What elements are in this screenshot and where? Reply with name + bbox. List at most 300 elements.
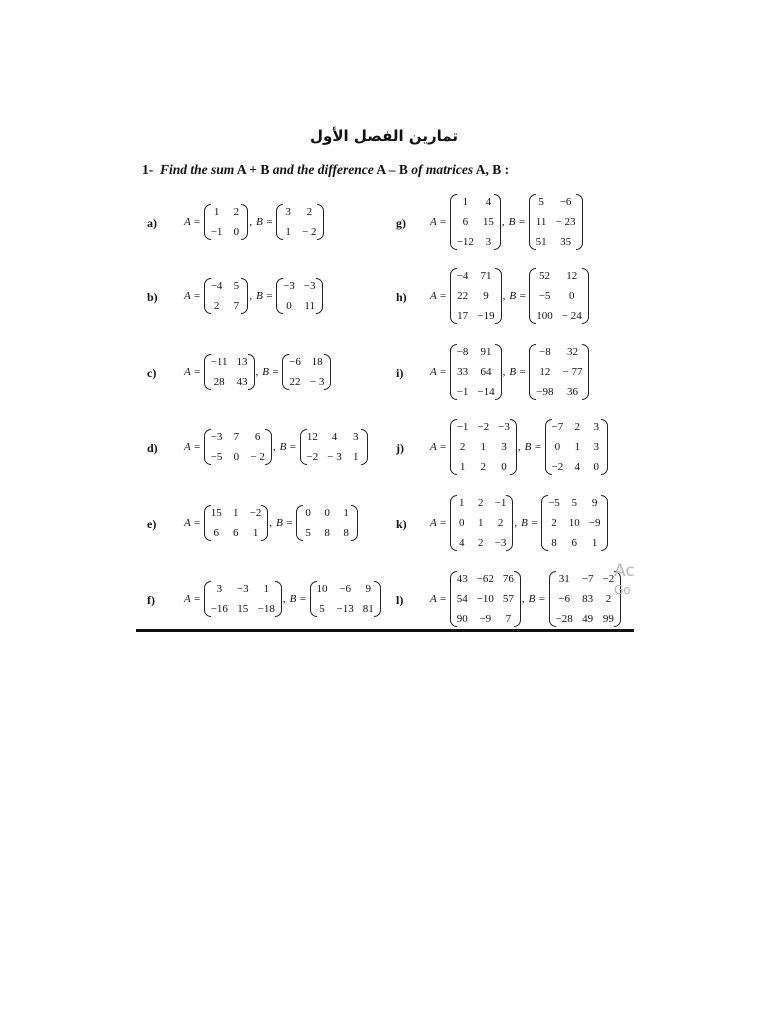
matrix-cell: 1 [458, 497, 465, 509]
matrix-cell: −2 [477, 421, 490, 433]
matrix-cell: 11 [535, 216, 547, 228]
bracket-right [495, 268, 502, 324]
matrix-cell: 8 [343, 527, 349, 539]
bracket-left [204, 581, 211, 617]
label-g: g) [396, 216, 406, 230]
matrix-cell: 9 [365, 583, 371, 595]
matrix-cell: −1 [494, 497, 507, 509]
matrix-cell: 1 [591, 537, 598, 549]
matrix-cell: 1 [285, 226, 291, 238]
matrix-cell: 8 [551, 537, 557, 549]
problem-f [184, 563, 381, 635]
b-equals: B = [279, 441, 297, 453]
matrix-cell: 91 [480, 346, 492, 358]
question-number: 1- [142, 162, 154, 177]
matrix-cell: 4 [574, 461, 580, 473]
matrix-grid [211, 278, 242, 314]
problem-i [430, 336, 589, 408]
matrix-grid [552, 419, 602, 475]
matrix-cell: 2 [233, 206, 240, 218]
matrix-cell: 3 [485, 236, 492, 248]
bracket-left [276, 204, 283, 240]
matrix-grid [211, 581, 275, 617]
comma: , [502, 366, 506, 378]
matrix-grid [536, 194, 576, 250]
bracket-right [241, 278, 248, 314]
matrix-b [529, 268, 588, 324]
matrix-grid [536, 344, 582, 400]
matrix-b [549, 571, 622, 627]
matrix-cell: 10 [316, 583, 328, 595]
matrix-cell: 35 [560, 236, 572, 248]
matrix-cell: −6 [558, 593, 571, 605]
matrix-cell: − 2 [302, 226, 317, 238]
matrix-grid [548, 495, 600, 551]
matrix-cell: 5 [305, 527, 311, 539]
matrix-cell: 3 [352, 431, 359, 443]
question-text-1: Find the sum [160, 162, 235, 177]
a-equals: A = [430, 290, 447, 302]
matrix-cell: 54 [456, 593, 468, 605]
label-b: b) [147, 290, 158, 304]
matrix-grid [283, 204, 316, 240]
comma: , [249, 216, 253, 228]
matrix-cell: −3 [498, 421, 510, 433]
matrix-cell: −11 [210, 356, 228, 368]
b-equals: B = [256, 290, 274, 302]
b-equals: B = [256, 216, 274, 228]
matrix-cell: 0 [233, 226, 240, 238]
matrix-cell: 9 [483, 290, 489, 302]
matrix-grid [556, 571, 615, 627]
matrix-cell: −16 [210, 603, 228, 615]
matrix-a [450, 344, 502, 400]
bracket-right [582, 268, 589, 324]
matrix-cell: −2 [602, 573, 615, 585]
question-text-5: of matrices [411, 162, 474, 177]
bracket-left [450, 194, 457, 250]
question-text-2: A + B [236, 162, 270, 177]
matrix-cell: 3 [216, 583, 223, 595]
matrix-grid [317, 581, 374, 617]
matrix-cell: 2 [477, 497, 484, 509]
question-1 [142, 162, 509, 178]
comma: , [517, 441, 521, 453]
comma: , [502, 290, 506, 302]
bracket-left [282, 354, 289, 390]
matrix-cell: 1 [480, 441, 487, 453]
a-equals: A = [430, 216, 447, 228]
matrix-cell: 6 [213, 527, 219, 539]
matrix-a [450, 571, 521, 627]
problem-b [184, 260, 323, 332]
matrix-cell: 33 [457, 366, 469, 378]
bracket-left [549, 571, 556, 627]
bracket-left [300, 429, 307, 465]
matrix-cell: 3 [593, 441, 599, 453]
question-text-3: and the difference [272, 162, 374, 177]
matrix-cell: 2 [497, 517, 504, 529]
matrix-cell: −5 [548, 497, 560, 509]
bracket-left [450, 419, 457, 475]
problem-j [430, 411, 608, 483]
bracket-left [450, 268, 457, 324]
b-equals: B = [289, 593, 307, 605]
a-equals: A = [184, 593, 201, 605]
matrix-cell: −14 [477, 386, 495, 398]
a-equals: A = [184, 517, 201, 529]
matrix-cell: −13 [336, 603, 354, 615]
matrix-cell: 2 [213, 300, 220, 312]
bracket-left [296, 505, 303, 541]
matrix-a [204, 429, 272, 465]
matrix-cell: 76 [502, 573, 514, 585]
matrix-cell: 17 [457, 310, 469, 322]
matrix-cell: 15 [237, 603, 249, 615]
matrix-cell: 6 [462, 216, 469, 228]
matrix-cell: −4 [210, 280, 223, 292]
matrix-cell: 5 [538, 196, 544, 208]
bracket-left [310, 581, 317, 617]
matrix-cell: 2 [605, 593, 612, 605]
bracket-left [450, 571, 457, 627]
matrix-cell: 71 [480, 270, 492, 282]
matrix-cell: 3 [285, 206, 291, 218]
matrix-cell: 3 [501, 441, 507, 453]
comma: , [501, 216, 505, 228]
matrix-cell: 2 [574, 421, 580, 433]
bracket-right [601, 495, 608, 551]
matrix-cell: −2 [249, 507, 262, 519]
matrix-cell: 0 [324, 507, 330, 519]
matrix-cell: −1 [210, 226, 223, 238]
b-equals: B = [509, 290, 527, 302]
matrix-grid [536, 268, 581, 324]
b-equals: B = [524, 441, 542, 453]
matrix-cell: 5 [319, 603, 325, 615]
a-equals: A = [184, 366, 201, 378]
matrix-cell: 1 [232, 507, 239, 519]
watermark-line-1: Ac [614, 561, 635, 581]
matrix-cell: −19 [477, 310, 495, 322]
comma: , [521, 593, 525, 605]
matrix-cell: −62 [476, 573, 494, 585]
matrix-cell: −12 [456, 236, 474, 248]
matrix-cell: 2 [459, 441, 466, 453]
comma: , [255, 366, 259, 378]
bracket-right [374, 581, 381, 617]
label-i: i) [396, 366, 404, 380]
bracket-left [204, 429, 211, 465]
matrix-cell: − 2 [250, 451, 265, 463]
matrix-b [529, 344, 589, 400]
bracket-left [204, 354, 211, 390]
matrix-cell: −3 [210, 431, 223, 443]
matrix-cell: 57 [502, 593, 514, 605]
matrix-cell: 9 [591, 497, 598, 509]
matrix-cell: 90 [456, 613, 468, 625]
matrix-cell: 1 [462, 196, 469, 208]
bracket-right [324, 354, 331, 390]
matrix-cell: −7 [581, 573, 594, 585]
question-text-6: A, B : [475, 162, 510, 177]
matrix-b [545, 419, 609, 475]
a-equals: A = [184, 216, 201, 228]
bottom-rule [136, 629, 634, 632]
b-equals: B = [508, 216, 526, 228]
matrix-cell: −10 [476, 593, 494, 605]
bracket-right [514, 571, 521, 627]
matrix-b [529, 194, 583, 250]
matrix-cell: −3 [236, 583, 249, 595]
matrix-cell: −9 [479, 613, 492, 625]
matrix-grid [457, 268, 495, 324]
matrix-cell: 2 [477, 537, 484, 549]
bracket-right [361, 429, 368, 465]
a-equals: A = [430, 441, 447, 453]
matrix-cell: −6 [559, 196, 572, 208]
b-equals: B = [509, 366, 527, 378]
label-k: k) [396, 517, 407, 531]
matrix-cell: −6 [289, 356, 301, 368]
matrix-cell: −1 [456, 421, 469, 433]
label-h: h) [396, 290, 407, 304]
matrix-b [276, 278, 322, 314]
matrix-cell: −28 [555, 613, 573, 625]
matrix-cell: 31 [558, 573, 570, 585]
matrix-cell: 36 [567, 386, 578, 398]
matrix-cell: 51 [535, 236, 547, 248]
bracket-right [317, 204, 324, 240]
problem-c [184, 336, 331, 408]
matrix-cell: 13 [236, 356, 248, 368]
matrix-grid [457, 194, 494, 250]
matrix-cell: −3 [283, 280, 295, 292]
label-d: d) [147, 441, 158, 455]
matrix-cell: 22 [289, 376, 301, 388]
bracket-right [275, 581, 282, 617]
matrix-cell: 12 [306, 431, 318, 443]
matrix-b [276, 204, 323, 240]
matrix-cell: 7 [233, 431, 240, 443]
matrix-cell: −18 [257, 603, 275, 615]
matrix-cell: 15 [210, 507, 222, 519]
bracket-right [494, 194, 501, 250]
matrix-cell: 0 [305, 507, 311, 519]
bracket-right [506, 495, 513, 551]
bracket-right [576, 194, 583, 250]
b-equals: B = [521, 517, 539, 529]
comma: , [249, 290, 253, 302]
matrix-grid [211, 429, 265, 465]
matrix-cell: − 77 [562, 366, 583, 378]
a-equals: A = [430, 593, 447, 605]
comma: , [282, 593, 286, 605]
matrix-cell: 81 [362, 603, 374, 615]
bracket-right [261, 505, 268, 541]
bracket-left [541, 495, 548, 551]
matrix-cell: 1 [213, 206, 220, 218]
matrix-cell: 100 [536, 310, 553, 322]
matrix-cell: 49 [582, 613, 594, 625]
b-equals: B = [528, 593, 546, 605]
bracket-right [316, 278, 323, 314]
bracket-right [265, 429, 272, 465]
matrix-cell: 52 [539, 270, 551, 282]
a-equals: A = [430, 366, 447, 378]
b-equals: B = [276, 517, 294, 529]
matrix-cell: 1 [477, 517, 484, 529]
matrix-cell: 12 [566, 270, 578, 282]
page-title: تمارين الفصل الأول [310, 127, 458, 145]
watermark-line-2: Go [614, 583, 631, 597]
matrix-grid [211, 204, 242, 240]
matrix-cell: 0 [569, 290, 575, 302]
matrix-cell: 11 [304, 300, 315, 312]
matrix-a [450, 194, 501, 250]
matrix-cell: 2 [551, 517, 557, 529]
matrix-cell: −1 [456, 386, 469, 398]
label-f: f) [147, 593, 155, 607]
matrix-grid [307, 429, 361, 465]
comma: , [272, 441, 276, 453]
matrix-a [204, 204, 249, 240]
matrix-grid [303, 505, 351, 541]
matrix-cell: 7 [505, 613, 512, 625]
matrix-cell: 1 [252, 527, 259, 539]
problem-l [430, 563, 621, 635]
matrix-grid [211, 354, 248, 390]
matrix-cell: −8 [456, 346, 469, 358]
b-equals: B = [262, 366, 280, 378]
matrix-cell: 1 [459, 461, 466, 473]
matrix-cell: −4 [456, 270, 469, 282]
matrix-cell: 0 [554, 441, 561, 453]
bracket-left [276, 278, 283, 314]
bracket-left [529, 344, 536, 400]
matrix-cell: 22 [457, 290, 469, 302]
matrix-cell: 2 [480, 461, 487, 473]
matrix-cell: 7 [233, 300, 240, 312]
matrix-cell: 0 [458, 517, 465, 529]
matrix-a [450, 495, 514, 551]
matrix-cell: 0 [233, 451, 240, 463]
matrix-grid [289, 354, 324, 390]
matrix-cell: 2 [306, 206, 313, 218]
matrix-cell: 1 [263, 583, 269, 595]
matrix-a [204, 354, 255, 390]
label-j: j) [396, 441, 404, 455]
problem-h [430, 260, 589, 332]
matrix-cell: 43 [456, 573, 468, 585]
comma: , [514, 517, 518, 529]
matrix-cell: 1 [352, 451, 359, 463]
matrix-cell: 5 [233, 280, 240, 292]
label-e: e) [147, 517, 157, 531]
bracket-left [529, 194, 536, 250]
bracket-right [601, 419, 608, 475]
matrix-cell: − 3 [327, 451, 342, 463]
bracket-left [204, 278, 211, 314]
bracket-right [248, 354, 255, 390]
matrix-b [296, 505, 358, 541]
matrix-grid [211, 505, 262, 541]
bracket-left [450, 495, 457, 551]
matrix-cell: −3 [303, 280, 316, 292]
matrix-cell: 15 [482, 216, 494, 228]
problem-d [184, 411, 368, 483]
matrix-grid [457, 419, 510, 475]
problem-e [184, 487, 358, 559]
matrix-cell: − 23 [555, 216, 576, 228]
matrix-cell: 4 [331, 431, 338, 443]
matrix-cell: 10 [568, 517, 580, 529]
matrix-cell: −3 [494, 537, 507, 549]
matrix-cell: −8 [539, 346, 551, 358]
matrix-cell: 1 [343, 507, 349, 519]
matrix-cell: −2 [306, 451, 319, 463]
matrix-cell: 99 [602, 613, 614, 625]
matrix-cell: 6 [254, 431, 261, 443]
matrix-a [204, 278, 249, 314]
matrix-cell: −2 [551, 461, 564, 473]
matrix-cell: 5 [571, 497, 578, 509]
matrix-cell: −9 [588, 517, 601, 529]
matrix-cell: 43 [236, 376, 248, 388]
matrix-b [300, 429, 368, 465]
a-equals: A = [184, 290, 201, 302]
bracket-left [204, 204, 211, 240]
label-c: c) [147, 366, 157, 380]
bracket-right [510, 419, 517, 475]
matrix-b [282, 354, 331, 390]
bracket-left [529, 268, 536, 324]
matrix-grid [457, 344, 495, 400]
matrix-cell: 0 [286, 300, 292, 312]
matrix-cell: 1 [574, 441, 580, 453]
bracket-right [351, 505, 358, 541]
bracket-left [545, 419, 552, 475]
bracket-left [450, 344, 457, 400]
matrix-cell: 83 [582, 593, 594, 605]
matrix-cell: −5 [210, 451, 223, 463]
matrix-cell: − 3 [309, 376, 325, 388]
matrix-cell: 0 [501, 461, 507, 473]
bracket-right [241, 204, 248, 240]
matrix-cell: 4 [485, 196, 492, 208]
matrix-cell: 6 [571, 537, 578, 549]
matrix-grid [457, 571, 514, 627]
matrix-cell: −5 [538, 290, 551, 302]
matrix-cell: 4 [458, 537, 465, 549]
question-text-4: A – B [376, 162, 408, 177]
matrix-cell: 28 [213, 376, 225, 388]
matrix-grid [283, 278, 315, 314]
bracket-right [582, 344, 589, 400]
matrix-a [450, 419, 517, 475]
matrix-grid [457, 495, 507, 551]
label-l: l) [396, 593, 404, 607]
problem-a [184, 186, 324, 258]
bracket-right [495, 344, 502, 400]
matrix-cell: 8 [324, 527, 330, 539]
matrix-a [204, 581, 282, 617]
a-equals: A = [430, 517, 447, 529]
matrix-cell: 32 [567, 346, 578, 358]
matrix-cell: 18 [311, 356, 323, 368]
problem-k [430, 487, 608, 559]
matrix-a [450, 268, 502, 324]
